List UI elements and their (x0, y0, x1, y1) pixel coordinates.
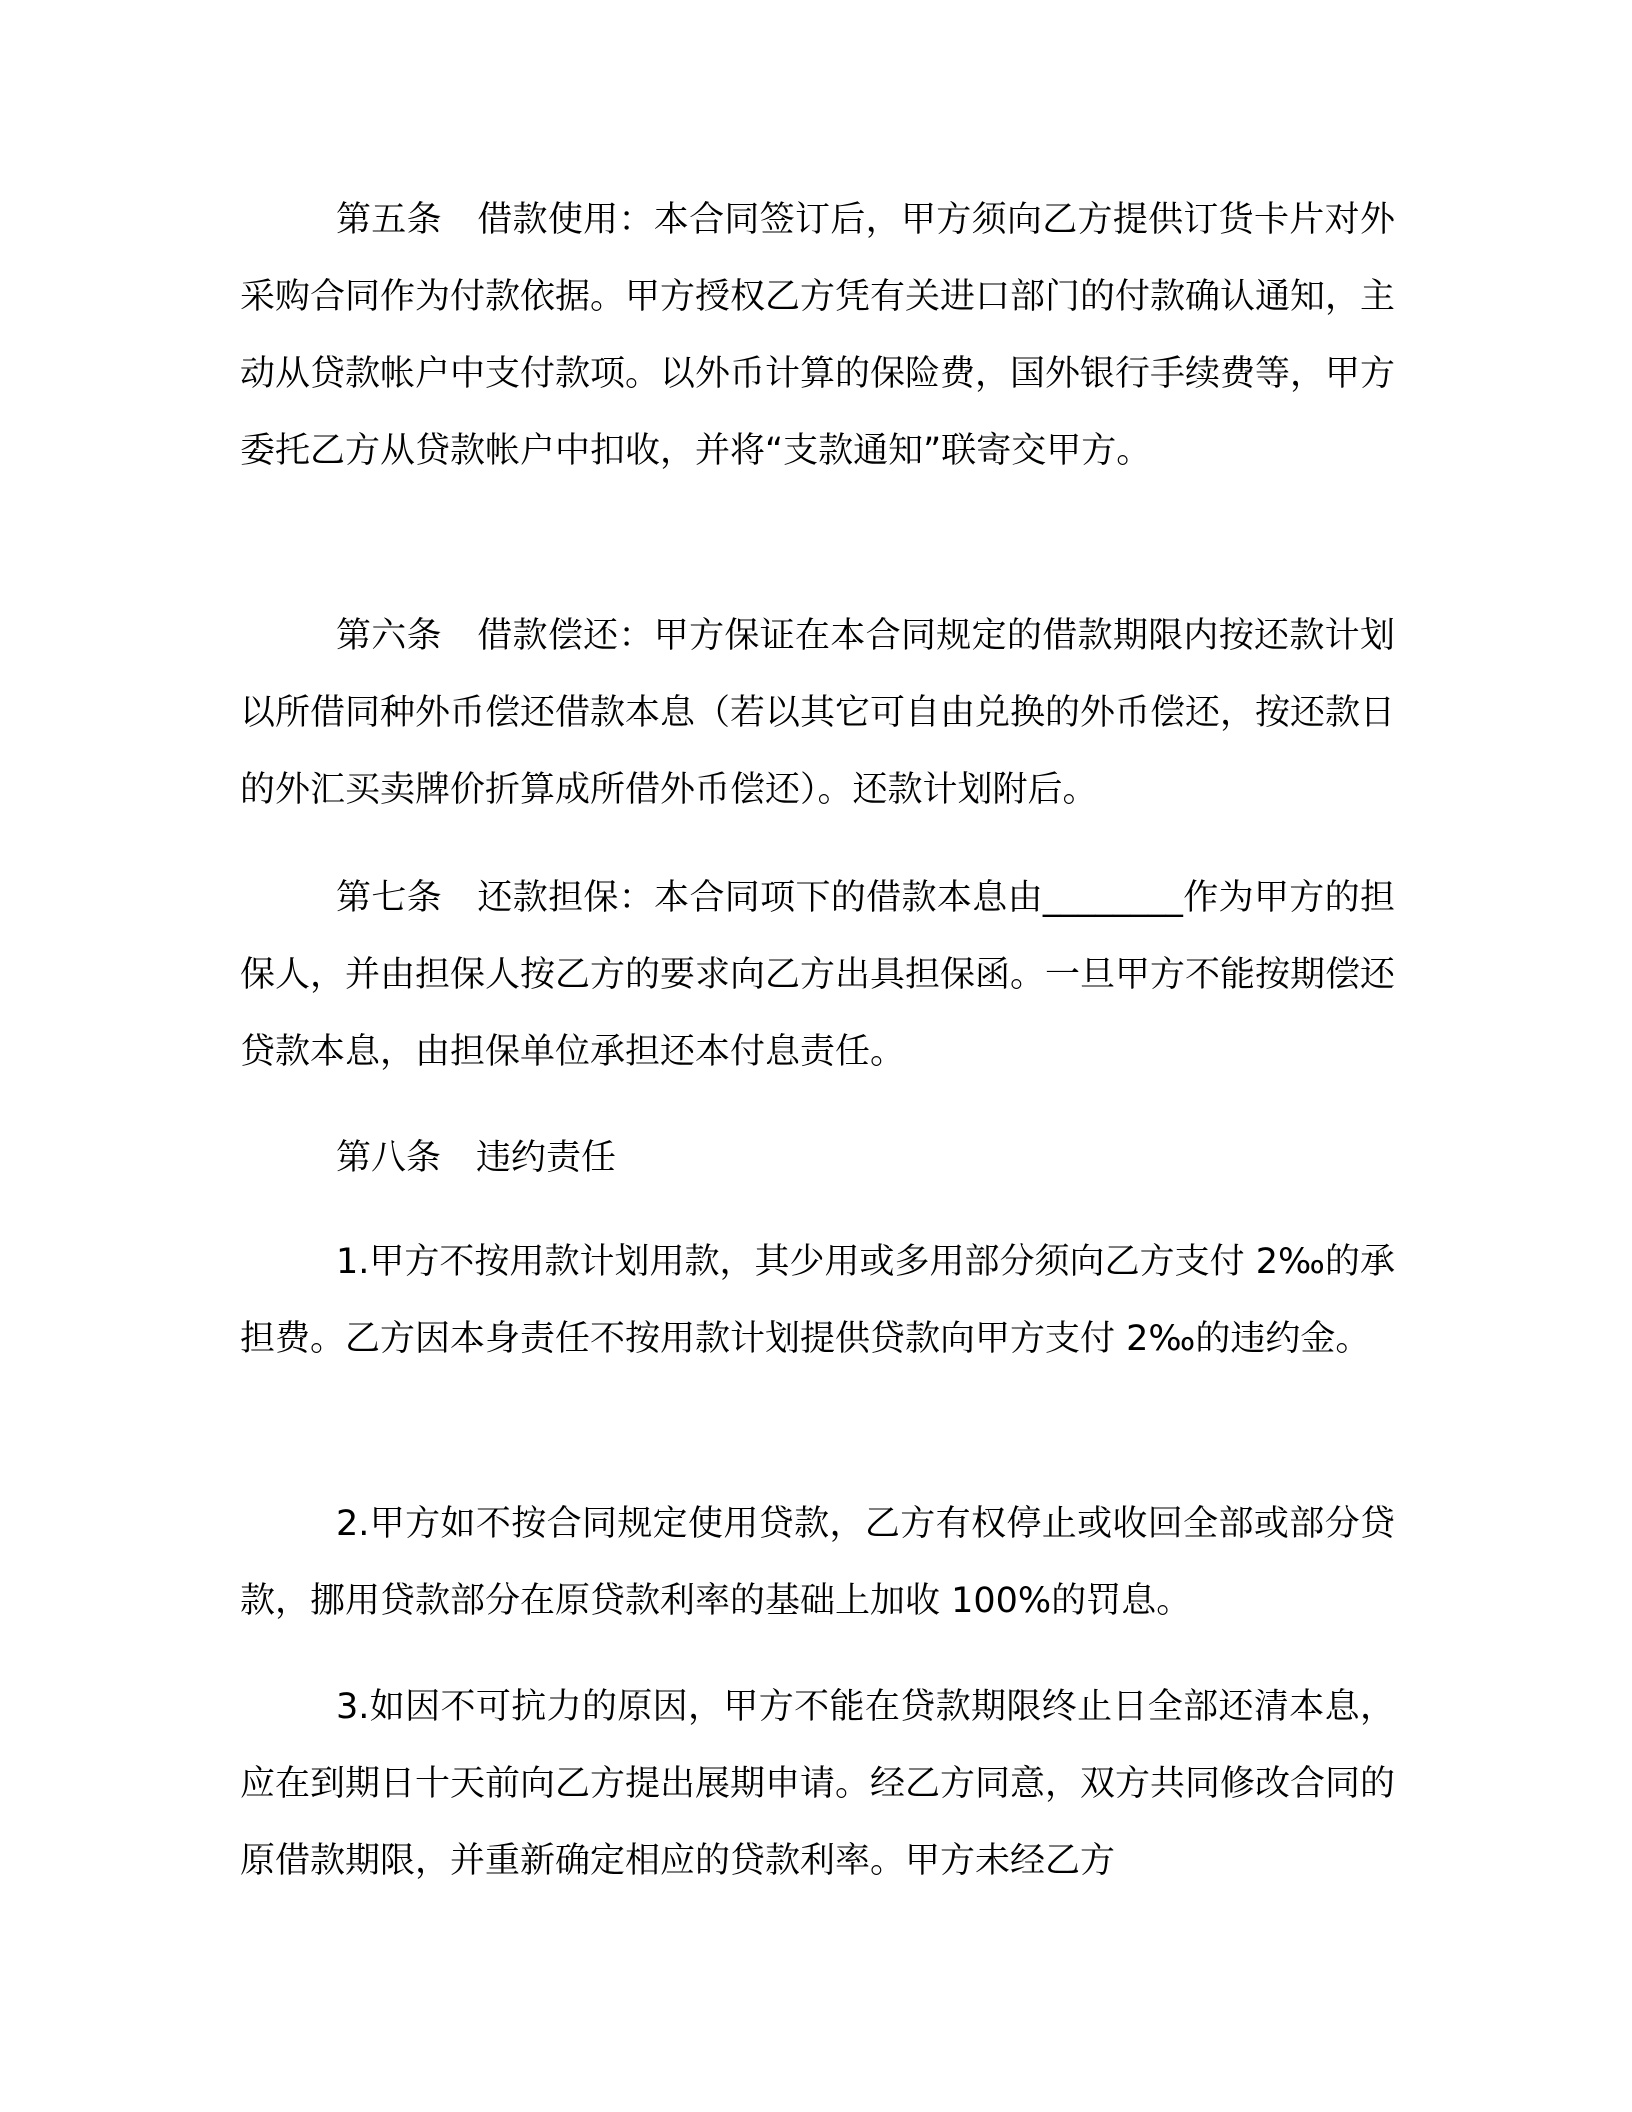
article-6-paragraph: 第六条 借款偿还：甲方保证在本合同规定的借款期限内按还款计划以所借同种外币偿还借款本息（若以其它可自由兑换的外币偿还，按还款日的外汇买卖牌价折算成所借外币偿还）。还款计划附后。 (240, 616, 1396, 810)
article-5-paragraph: 第五条 借款使用：本合同签订后，甲方须向乙方提供订货卡片对外采购合同作为付款依据。甲方授权乙方凭有关进口部门的付款确认通知，主动从贷款帐户中支付款项。以外币计算的保险费，国外银行手续费等，甲方委托乙方从贷款帐户中扣收，并将“支款通知”联寄交甲方。 (240, 200, 1396, 471)
article-8-heading: 第八条 违约责任 (336, 1138, 617, 1178)
clause-2-paragraph: 2.甲方如不按合同规定使用贷款，乙方有权停止或收回全部或部分贷款，挪用贷款部分在原贷款利率的基础上加收 100%的罚息。 (240, 1504, 1395, 1621)
article-7-paragraph: 第七条 还款担保：本合同项下的借款本息由________作为甲方的担保人，并由担保人按乙方的要求向乙方出具担保函。一旦甲方不能按期偿还贷款本息，由担保单位承担还本付息责任。 (240, 878, 1396, 1072)
clause-3-paragraph: 3.如因不可抗力的原因，甲方不能在贷款期限终止日全部还清本息，应在到期日十天前向乙方提出展期申请。经乙方同意，双方共同修改合同的原借款期限，并重新确定相应的贷款利率。甲方未经乙方 (240, 1687, 1396, 1881)
clause-1-paragraph: 1.甲方不按用款计划用款，其少用或多用部分须向乙方支付 2‰的承担费。乙方因本身责任不按用款计划提供贷款向甲方支付 2‰的违约金。 (240, 1242, 1395, 1359)
